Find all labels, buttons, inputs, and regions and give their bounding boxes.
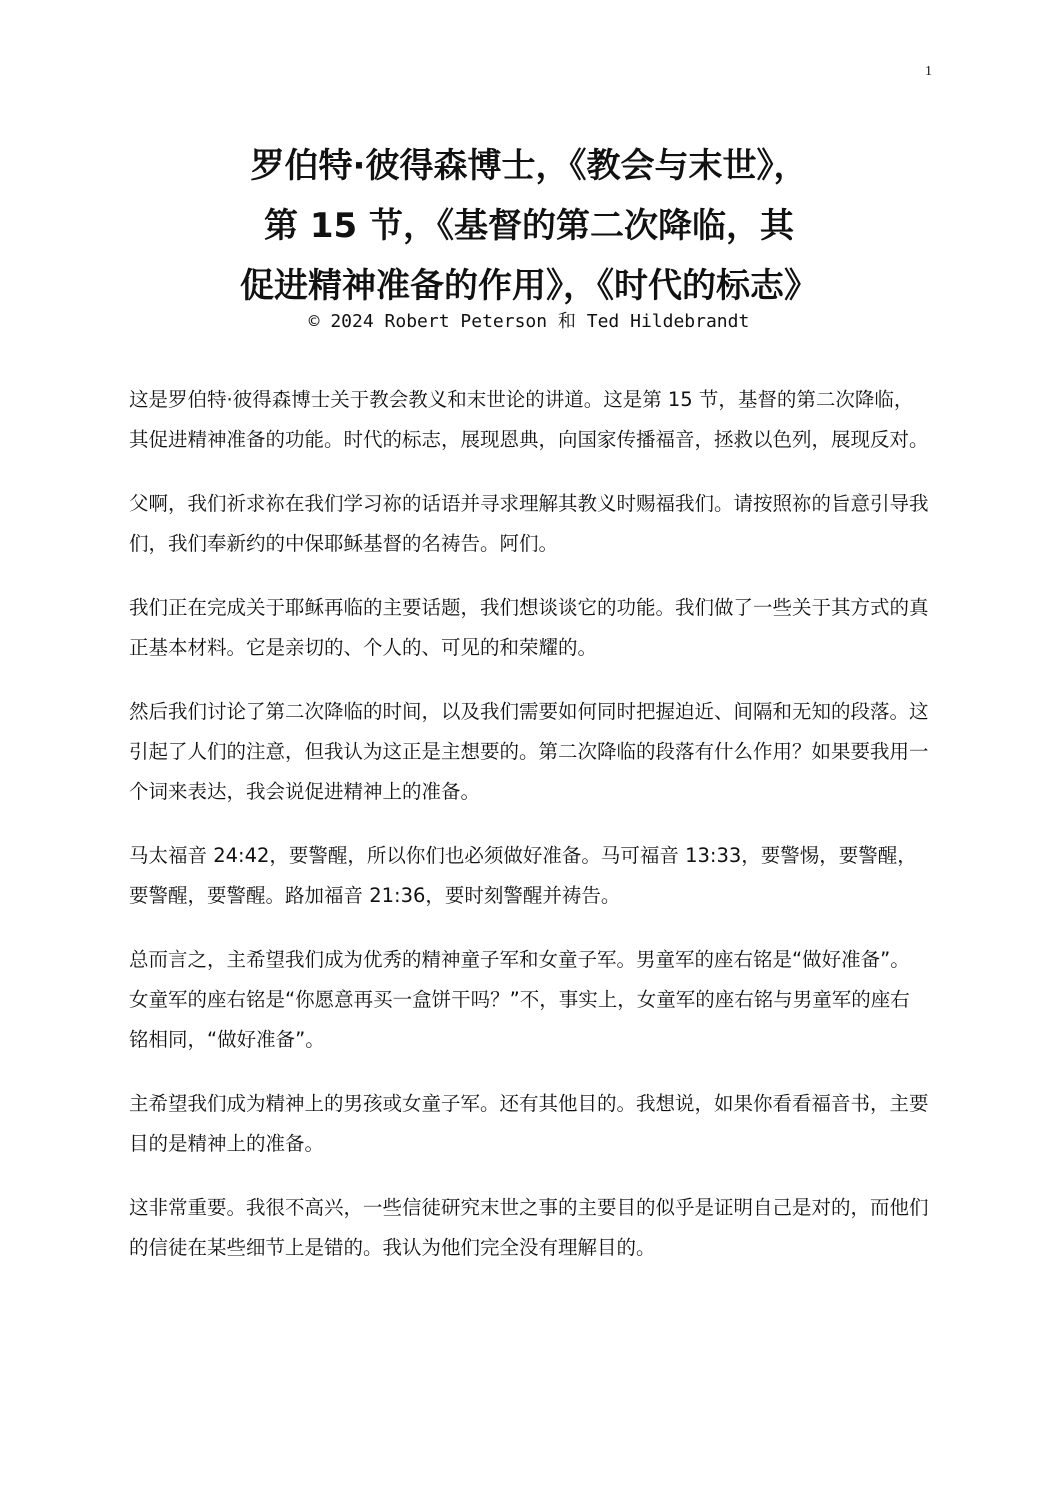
title-line-1: 罗伯特·彼得森博士，《教会与末世》， [250, 146, 808, 186]
paragraph-1: 这是罗伯特·彼得森博士关于教会教义和末世论的讲道。这是第 15 节，基督的第二次降临，其促进精神准备的功能。时代的标志，展现恩典，向国家传播福音，拯救以色列，展现反对。 [129, 388, 929, 451]
paragraph-4: 然后我们讨论了第二次降临的时间，以及我们需要如何同时把握迫近、间隔和无知的段落。这引起了人们的注意，但我认为这正是主想要的。第二次降临的段落有什么作用？如果要我用一个词来表达，我会说促进精神上的准备。 [129, 700, 929, 803]
copyright-line: © 2024 Robert Peterson 和 Ted Hildebrandt [308, 311, 750, 332]
body-text [129, 380, 929, 1292]
paragraph-2: 父啊，我们祈求祢在我们学习祢的话语并寻求理解其教义时赐福我们。请按照祢的旨意引导我们，我们奉新约的中保耶稣基督的名祷告。阿们。 [129, 492, 929, 555]
document-title [100, 136, 958, 336]
paragraph-6: 总而言之，主希望我们成为优秀的精神童子军和女童子军。男童军的座右铭是“做好准备”。女童军的座右铭是“你愿意再买一盒饼干吗？”不，事实上，女童军的座右铭与男童军的座右铭相同，“做好准备”。 [129, 948, 910, 1051]
title-line-2: 第 15 节，《基督的第二次降临，其 [264, 206, 794, 246]
page-number: 1 [925, 64, 932, 79]
title-line-3: 促进精神准备的作用》，《时代的标志》 [240, 266, 818, 306]
paragraph-3: 我们正在完成关于耶稣再临的主要话题，我们想谈谈它的功能。我们做了一些关于其方式的真正基本材料。它是亲切的、个人的、可见的和荣耀的。 [129, 596, 929, 659]
paragraph-5: 马太福音 24:42，要警醒，所以你们也必须做好准备。马可福音 13:33，要警惕，要警醒，要警醒，要警醒。路加福音 21:36，要时刻警醒并祷告。 [129, 844, 917, 907]
paragraph-7: 主希望我们成为精神上的男孩或女童子军。还有其他目的。我想说，如果你看看福音书，主要目的是精神上的准备。 [129, 1092, 929, 1155]
paragraph-8: 这非常重要。我很不高兴，一些信徒研究末世之事的主要目的似乎是证明自己是对的，而他们的信徒在某些细节上是错的。我认为他们完全没有理解目的。 [129, 1196, 929, 1259]
